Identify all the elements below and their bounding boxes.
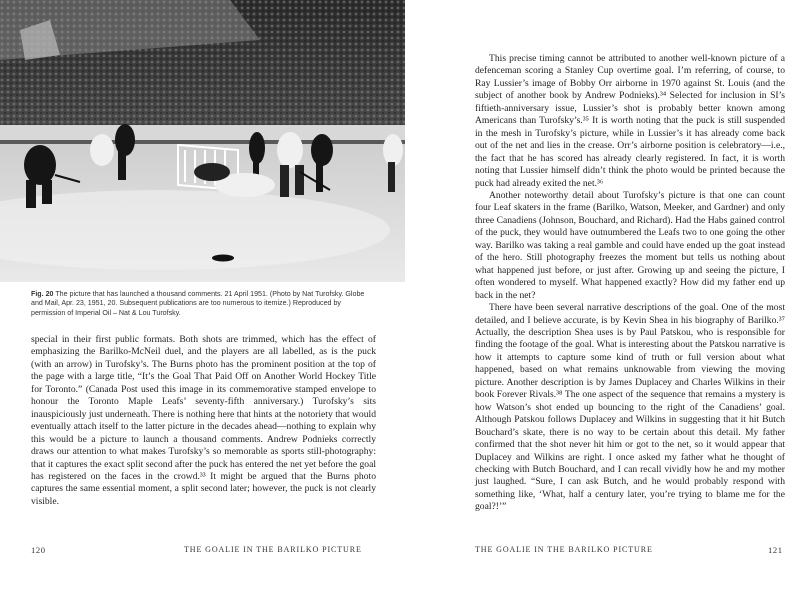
right-paragraph-1: This precise timing cannot be attributed to another well-known picture of a defenceman scoring a Stanley Cup overtime goal. I’m referring, of course, to Ray Lussier’s image of Bobby Orr airborne in 1970 against St. Louis (and the subject of another book by Andrew Podnieks).³⁴ Selected for inclusion in SI’s fiftieth-anniversary issue, Lussier’s shot is probably better known among Americans than Turofsky’s.³⁵ It is worth noting that the puck is still suspended in the mesh in Turofsky’s picture, while in Lussier’s it has already come back out of the net and lies in the crease. Orr’s airborne position is celebratory—i.e., the fact that he has scored has already clearly registered. In fact, it is worth noting that Lussier himself didn’t think the photo would be printed because the puck had already exited the net.³⁶ bbox=[475, 53, 785, 189]
right-body-text bbox=[475, 53, 785, 514]
right-paragraph-2: Another noteworthy detail about Turofsky’s picture is that one can count four Leaf skaters in the frame (Barilko, Watson, Meeker, and Gardner) and only three Canadiens (Johnson, Bouchard, and Richard). Had the Habs gained control of the puck, they would have outnumbered the Leafs two to one going the other way. Barilko was taking a real gamble and could have ended up the goat instead of the hero. Still photography freezes the moment but tells us nothing about what happened just before, or just after. Growing up and seeing the picture, I often wondered to myself. What happened exactly? How did my father end up back in the net? bbox=[475, 189, 785, 301]
hockey-photo bbox=[0, 0, 405, 282]
running-head-left: THE GOALIE IN THE BARILKO PICTURE bbox=[184, 545, 362, 554]
figure-label: Fig. 20 bbox=[31, 290, 54, 298]
running-head-right: THE GOALIE IN THE BARILKO PICTURE bbox=[475, 545, 653, 554]
left-paragraph-1: special in their first public formats. Both shots are trimmed, which has the effect of emphasizing the Barilko-McNeil duel, and the players are all labelled, as is the puck (with an arrow) in Turofsky’s. The Burns photo has the prominent position at the top of the page with a large title, “It’s the Goal That Paid Off on Another World Hockey Title for Toronto.” (Canada Post used this image in its commemorative stamped envelope to honour the Toronto Maple Leafs’ seventy-fifth anniversary.) Turofsky’s sits inauspiciously just underneath. There is nothing here that hints at the notoriety that would eventually attach itself to the latter picture in the decades ahead—nothing to explain why this would be a picture to launch a thousand comments. Andrew Podnieks correctly draws our attention to what makes Turofsky’s so memorable as sports still-photography: that it captures the exact split second after the puck has entered the net yet before the goal has registered on the faces in the crowd.³³ It might be argued that the Burns photo captures the same essential moment, a split second later; however, the puck is not clearly visible. bbox=[31, 334, 376, 507]
page-number-left: 120 bbox=[31, 545, 46, 555]
figure-caption-text: The picture that has launched a thousand comments. 21 April 1951. (Photo by Nat Turofsky. Globe and Mail, Apr. 23, 1951, 20. Subsequent publications are too numerous to itemize.) Reproduced by permission of Imperial Oil – Nat & Lou Turofsky. bbox=[31, 290, 365, 317]
right-paragraph-3: There have been several narrative descriptions of the goal. One of the most detailed, and I believe accurate, is by Kevin Shea in his biography of Barilko.³⁷ Actually, the description Shea uses is by Paul Patskou, who is responsible for finding the footage of the goal. What is interesting about the Patskou narrative is how it attempts to capture some kind of truth or full version about what happened, based on what remains unknowable from viewing the moving picture. Another description is by James Duplacey and Charles Wilkins in their book Forever Rivals.³⁸ The one aspect of the sequence that remains a mystery is how Watson’s shot ended up bouncing to the right of the Canadiens’ goal. Although Patskou follows Duplacey and Wilkins in suggesting that it hit Butch Bouchard’s skate, there is no way to be certain about this detail. My father confirmed that the shot never hit him or got to the net, so it would appear that Duplacey and Wilkins are right. I once asked my father what he thought of checking with Butch Bouchard, and I can recall vividly how he and my mother just laughed. “Sure, I can ask Butch, and he would probably respond with something like, ‘What, half a century later, you’re trying to blame me for the goal?!’” bbox=[475, 302, 785, 513]
page-number-right: 121 bbox=[768, 545, 783, 555]
left-body-text bbox=[31, 334, 376, 508]
figure-caption bbox=[31, 290, 376, 318]
